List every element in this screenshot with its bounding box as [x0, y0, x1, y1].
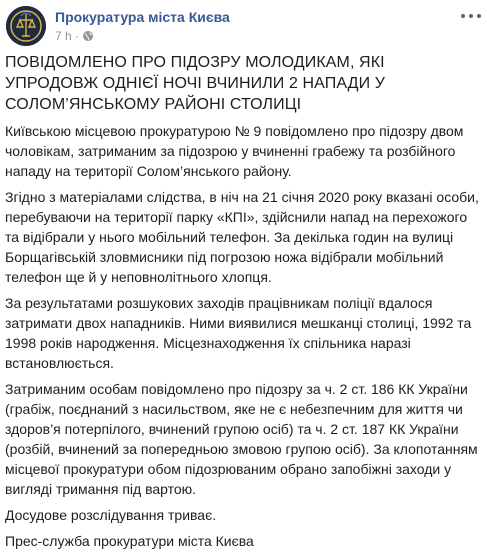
globe-icon	[82, 30, 94, 42]
post-body	[5, 52, 479, 557]
post-meta	[55, 29, 94, 43]
post-paragraph: Київською місцевою прокуратурою № 9 повідомлено про підозру двом чоловікам, затриманим за підозрою у вчиненні грабежу та розбійного нападу на території Солом’янського району.	[5, 123, 464, 179]
more-options-icon[interactable]	[459, 8, 483, 24]
page-avatar[interactable]	[6, 6, 46, 46]
page-name-link[interactable]: Прокуратура міста Києва	[55, 9, 230, 25]
post-paragraph: Згідно з матеріалами слідства, в ніч на 21 січня 2020 року вказані особи, перебуваючи на території парку «КПІ», здійснили напад на перехожого та відібрали у нього мобільний телефон. За декілька годин на вулиці Борщагівській зловмисники під погрозою ножа відібрали мобільний телефон ще й у неповнолітнього хлопця.	[5, 189, 479, 285]
post-header	[4, 4, 483, 48]
post-paragraph: Досудове розслідування триває.	[5, 507, 217, 523]
post-time[interactable]: 7 h	[55, 29, 72, 43]
post-paragraph: За результатами розшукових заходів працівникам поліції вдалося затримати двох нападників. Ними виявилися мешканці столиці, 1992 та 1998 років народження. Місцезнаходження їх спільника наразі встановлюється.	[5, 295, 472, 371]
post-signature: Прес-служба прокуратури міста Києва	[5, 533, 254, 549]
meta-separator: ·	[74, 29, 79, 43]
prosecutor-emblem-icon	[6, 6, 46, 46]
post-title: ПОВІДОМЛЕНО ПРО ПІДОЗРУ МОЛОДИКАМ, ЯКІ УПРОДОВЖ ОДНІЄЇ НОЧІ ВЧИНИЛИ 2 НАПАДИ У СОЛОМ’ЯНСЬКОМУ РАЙОНІ СТОЛИЦІ	[5, 54, 385, 113]
post-paragraph: Затриманим особам повідомлено про підозру за ч. 2 ст. 186 КК України (грабіж, поєднаний з насильством, яке не є небезпечним для життя чи здоров’я потерпілого, вчинений групою осіб) та ч. 2 ст. 187 КК України (розбій, вчинений за попередньою змовою групою осіб). За клопотанням місцевої прокуратури обом підозрюваним обрано запобіжні заходи у вигляді тримання під вартою.	[5, 381, 478, 497]
